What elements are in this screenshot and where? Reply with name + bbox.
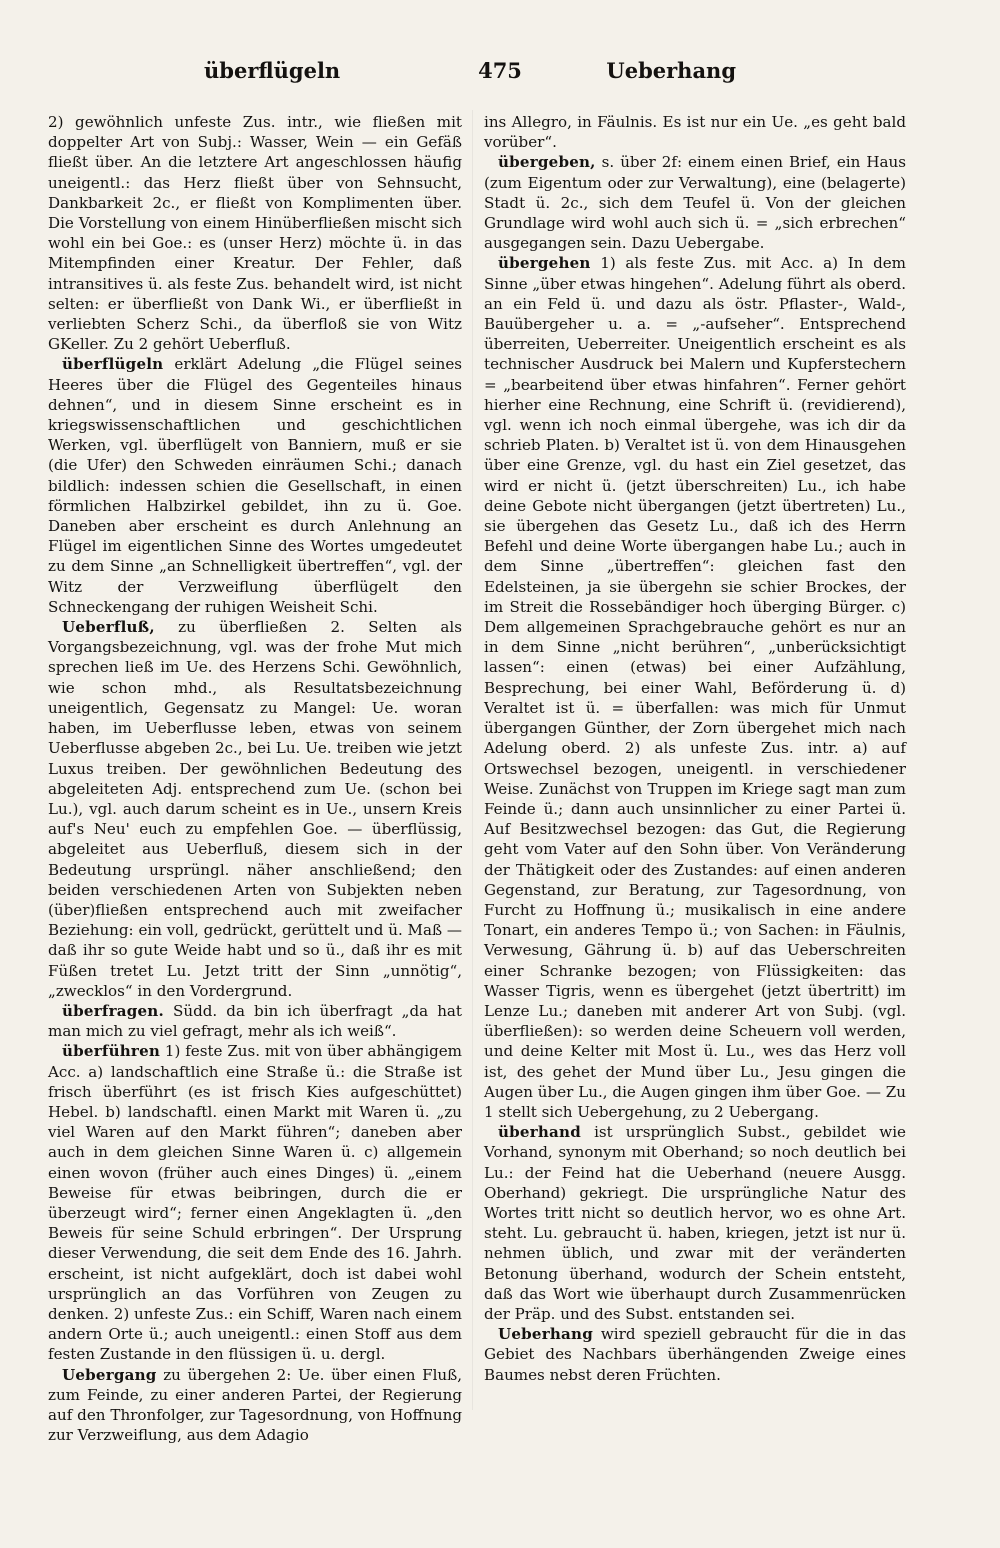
entry [48,1001,462,1041]
entry-headword: überfragen. [62,1001,164,1020]
entry-headword: übergehen [498,254,591,273]
entry [484,1122,906,1324]
entry [48,1041,462,1364]
page-header [48,58,952,92]
entry-headword: Ueberfluß, [62,618,155,637]
entry-headword: Ueberhang [498,1325,593,1344]
entry [484,152,906,253]
right-column [484,112,906,1385]
entry-continuation [48,112,462,354]
entry-text: 1) als feste Zus. mit Acc. a) In dem Sinne „über etwas hingehen“. Adelung führt als oberd. an ein Feld ü. und dazu als östr. Pflaster-, Wald-, Bauübergeher u. a. = „-aufseher“. Entsprechend überreiten, Ueberreiter. Uneigentlich erscheint es als technischer Ausdruck bei Malern und Kupferstechern = „bearbeitend über etwas hinfahren“. Ferner gehört hierher eine Rechnung, eine Schrift ü. (revidierend), vgl. wenn ich noch einmal übergehe, was ich dir da schrieb Platen. b) Veraltet ist ü. von dem Hinausgehen über eine Grenze, vgl. du hast ein Ziel gesetzet, das wird er nicht ü. (jetzt überschreiten) Lu., ich habe deine Gebote nicht übergangen (jetzt übertreten) Lu., sie übergehen das Gesetz Lu., daß ich des Herrn Befehl und deine Worte übergangen habe Lu.; auch in dem Sinne „übertreffen“: gleichen fast den Edelsteinen, ja sie übergehn sie schier Brockes, der im Streit die Rossebändiger hoch überging Bürger. c) Dem allgemeinen Sprachgebrauche gehört es nur an in dem Sinne „nicht berühren“, „unberücksichtigt lassen“: einen (etwas) bei einer Aufzählung, Besprechung, bei einer Wahl, Beförderung ü. d) Veraltet ist ü. = überfallen: was mich für Unmut übergangen Günther, der Zorn übergehet mich nach Adelung oberd. 2) als unfeste Zus. intr. a) auf Ortswechsel bezogen, uneigentl. in verschiedener Weise. Zunächst von Truppen im Kriege sagt man zum Feinde ü.; dann auch unsinnlicher zu einer Partei ü. Auf Besitzwechsel bezogen: das Gut, die Regierung geht vom Vater auf den Sohn über. Von Veränderung der Thätigkeit oder des Zustandes: auf einen anderen Gegenstand, zur Beratung, zur Tagesordnung, von Furcht zu Hoffnung ü.; musikalisch in eine andere Tonart, ein anderes Tempo ü.; von Sachen: in Fäulnis, Verwesung, Gährung ü. b) auf das Ueberschreiten einer Schranke bezogen; von Flüssigkeiten: das Wasser Tigris, wenn es übergehet (jetzt übertritt) im Lenze Lu.; daneben mit anderer Art von Subj. (vgl. überfließen): so werden deine Scheuern voll werden, und deine Kelter mit Most ü. Lu., wes das Herz voll ist, des gehet der Mund über Lu., Jesu gingen die Augen über Lu., die Augen gingen ihm über Goe. — Zu 1 stellt sich Uebergehung, zu 2 Uebergang. [484,254,906,1121]
entry [484,253,906,1122]
entry-text: 2) gewöhnlich unfeste Zus. intr., wie fließen mit doppelter Art von Subj.: Wasser, Wein — ein Gefäß fließt über. An die letztere Art angeschlossen häufig uneigentl.: das Herz fließt über von Sehnsucht, Dankbarkeit 2c., er fließt von Komplimenten über. Die Vorstellung von einem Hinüberfließen mischt sich wohl ein bei Goe.: es (unser Herz) möchte ü. in das Mitempfinden einer Kreatur. Der Fehler, daß intransitives ü. als feste Zus. behandelt wird, ist nicht selten: er überfließt von Dank Wi., er überfließt in verliebten Scherz Schi., da überfloß sie von Witz GKeller. Zu 2 gehört Ueberfluß. [48,113,462,354]
left-column [48,112,462,1445]
entry-headword: überhand [498,1123,581,1142]
entry-headword: übergeben, [498,153,596,172]
column-divider [472,110,473,1410]
entry-headword: überführen [62,1042,161,1061]
entry-text: 1) feste Zus. mit von über abhängigem Acc. a) landschaftlich eine Straße ü.: die Straße ist frisch überführt (es ist frisch Kies aufgeschüttet) Hebel. b) landschaftl. einen Markt mit Waren ü. „zu viel Waren auf den Markt führen“; daneben aber auch in dem gleichen Sinne Waren ü. c) allgemein einen wovon (früher auch eines Dinges) ü. „einem Beweise für etwas beibringen, durch die er überzeugt wird“; ferner einen Angeklagten ü. „den Beweis für seine Schuld erbringen“. Der Ursprung dieser Verwendung, die seit dem Ende des 16. Jahrh. erscheint, ist nicht aufgeklärt, doch ist dabei wohl ursprünglich an das Vorführen von Zeugen zu denken. 2) unfeste Zus.: ein Schiff, Waren nach einem andern Orte ü.; auch uneigentl.: einen Stoff aus dem festen Zustande in den flüssigen ü. u. dergl. [48,1042,462,1364]
header-left-keyword: überflügeln [204,58,341,83]
entry [484,1324,906,1385]
entry-text: Südd. da bin ich überfragt „da hat man mich zu viel gefragt, mehr als ich weiß“. [48,1001,462,1041]
entry-headword: überflügeln [62,355,164,374]
entry [48,1365,462,1446]
entry [48,617,462,1001]
entry [48,354,462,617]
entry-text: wird speziell gebraucht für die in das Gebiet des Nachbars überhängenden Zweige eines Baumes nebst deren Früchten. [484,1325,906,1384]
entry-text: s. über 2f: einem einen Brief, ein Haus (zum Eigentum oder zur Verwaltung), eine (belagerte) Stadt ü. 2c., sich dem Teufel ü. Von der gleichen Grundlage wird wohl auch sich ü. = „sich erbrechen“ ausgegangen sein. Dazu Uebergabe. [484,153,906,253]
header-right-keyword: Ueberhang [606,58,736,83]
entry-text: ins Allegro, in Fäulnis. Es ist nur ein Ue. „es geht bald vorüber“. [484,113,906,152]
entry-text: zu überfließen 2. Selten als Vorgangsbezeichnung, vgl. was der frohe Mut mich sprechen ließ im Ue. des Herzens Schi. Gewöhnlich, wie schon mhd., als Resultatsbezeichnung uneigentlich, Gegensatz zu Mangel: Ue. woran haben, im Ueberflusse leben, etwas von seinem Ueberflusse abgeben 2c., bei Lu. Ue. treiben wie jetzt Luxus treiben. Der gewöhnlichen Bedeutung des abgeleiteten Adj. entsprechend zum Ue. (schon bei Lu.), vgl. auch darum scheint es in Ue., unsern Kreis auf's Neu' euch zu empfehlen Goe. — überflüssig, abgeleitet aus Ueberfluß, diesem sich in der Bedeutung ursprüngl. näher anschließend; den beiden verschiedenen Arten von Subjekten neben (über)fließen entsprechend auch mit zweifacher Beziehung: ein voll, gedrückt, gerüttelt und ü. Maß — daß ihr so gute Weide habt und so ü., daß ihr es mit Füßen tretet Lu. Jetzt tritt der Sinn „unnötig“, „zwecklos“ in den Vordergrund. [48,618,462,1000]
entry-headword: Uebergang [62,1365,157,1384]
entry-continuation [484,112,906,152]
page-number: 475 [478,58,522,83]
entry-text: erklärt Adelung „die Flügel seines Heeres über die Flügel des Gegenteiles hinaus dehnen“, und in diesem Sinne erscheint es in kriegswissenschaftlichen und geschichtlichen Werken, vgl. überflügelt von Banniern, muß er sie (die Ufer) den Schweden einräumen Schi.; danach bildlich: indessen schien die Gesellschaft, in einen förmlichen Halbzirkel gebildet, ihn zu ü. Goe. Daneben aber erscheint es durch Anlehnung an Flügel im eigentlichen Sinne des Wortes umgedeutet zu dem Sinne „an Schnelligkeit übertreffen“, vgl. der Witz der Verzweiflung überflügelt den Schneckengang der ruhigen Weisheit Schi. [48,355,462,616]
entry-text: ist ursprünglich Subst., gebildet wie Vorhand, synonym mit Oberhand; so noch deutlich bei Lu.: der Feind hat die Ueberhand (neuere Ausgg. Oberhand) gekriegt. Die ursprüngliche Natur des Wortes tritt nicht so deutlich hervor, wo es ohne Art. steht. Lu. gebraucht ü. haben, kriegen, jetzt ist nur ü. nehmen üblich, und zwar mit der veränderten Betonung überhand, wodurch der Schein entsteht, daß das Wort wie überhaupt durch Zusammenrücken der Präp. und des Subst. entstanden sei. [484,1123,906,1323]
entry-text: zu übergehen 2: Ue. über einen Fluß, zum Feinde, zu einer anderen Partei, der Regierung auf den Thronfolger, zur Tagesordnung, von Hoffnung zur Verzweiflung, aus dem Adagio [48,1365,462,1445]
